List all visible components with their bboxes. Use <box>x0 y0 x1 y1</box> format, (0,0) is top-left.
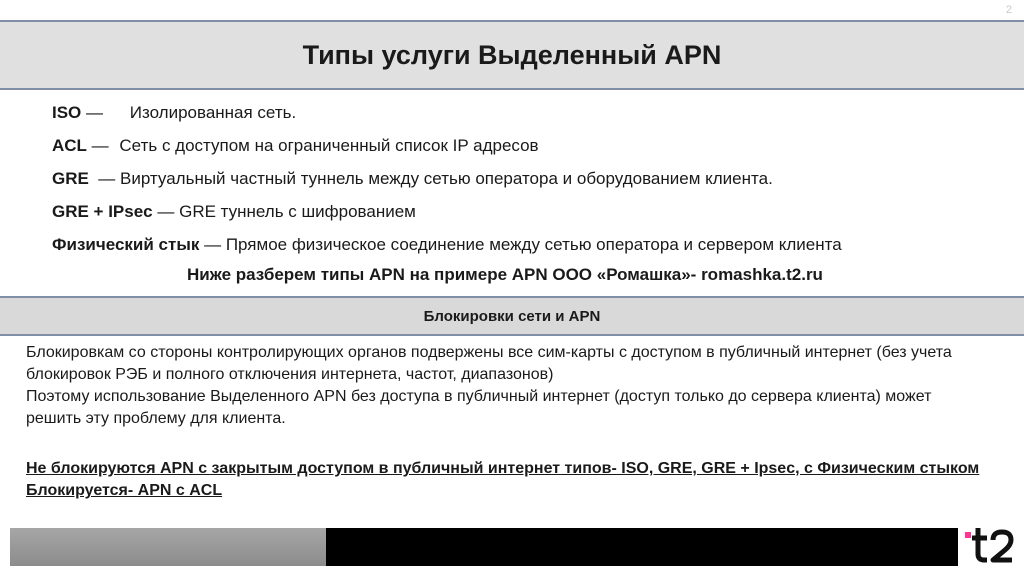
blocking-conclusions <box>26 458 986 502</box>
blocking-body <box>26 342 986 430</box>
type-term: ISO <box>52 103 82 122</box>
type-term: Физический стык <box>52 235 200 254</box>
type-term: GRE + IPsec <box>52 202 153 221</box>
type-separator: — <box>199 235 226 254</box>
slide-title: Типы услуги Выделенный APN <box>302 39 722 70</box>
page-number: 2 <box>1005 4 1012 16</box>
list-item <box>52 228 1002 261</box>
apn-types-list <box>52 96 1002 261</box>
blocking-paragraph-2: Поэтому использование Выделенного APN без доступа в публичный интернет (доступ только до сервера клиента) может решить эту проблему для клиента. <box>26 388 932 427</box>
type-term: GRE <box>52 169 89 188</box>
type-description: Прямое физическое соединение между сетью оператора и сервером клиента <box>225 235 842 254</box>
example-line: Ниже разберем типы APN на примере APN ООО «Ромашка»- romashka.t2.ru <box>187 265 823 284</box>
list-item <box>52 96 1002 129</box>
list-item <box>52 162 1002 195</box>
list-item <box>52 129 1002 162</box>
blocking-paragraph-1: Блокировкам со стороны контролирующих органов подвержены все сим-карты с доступом в публичный интернет (без учета блокировок РЭБ и полного отключения интернета, частот, диапазонов) <box>26 344 952 383</box>
list-item <box>52 195 1002 228</box>
t2-logo-icon <box>962 524 1020 568</box>
type-term: ACL <box>52 136 87 155</box>
title-band <box>0 20 1024 90</box>
section-band <box>0 296 1024 336</box>
type-separator: — <box>88 169 121 188</box>
not-blocked-statement: Не блокируются APN с закрытым доступом в публичный интернет типов- ISO, GRE, GRE + Ipsec, с Физическим стыком <box>26 460 980 477</box>
type-separator: — <box>86 136 114 155</box>
footer-bar <box>10 528 958 566</box>
type-description: Сеть с доступом на ограниченный список IP адресов <box>119 136 539 155</box>
type-separator: — <box>152 202 180 221</box>
type-description: Виртуальный частный туннель между сетью оператора и оборудованием клиента. <box>120 169 773 188</box>
blocked-statement: Блокируется- APN с ACL <box>26 482 223 499</box>
type-description: GRE туннель с шифрованием <box>179 202 416 221</box>
type-description: Изолированная сеть. <box>129 103 297 122</box>
section-title: Блокировки сети и APN <box>423 307 601 325</box>
type-separator: — <box>81 103 108 122</box>
footer-bar-gray-segment <box>10 528 326 566</box>
